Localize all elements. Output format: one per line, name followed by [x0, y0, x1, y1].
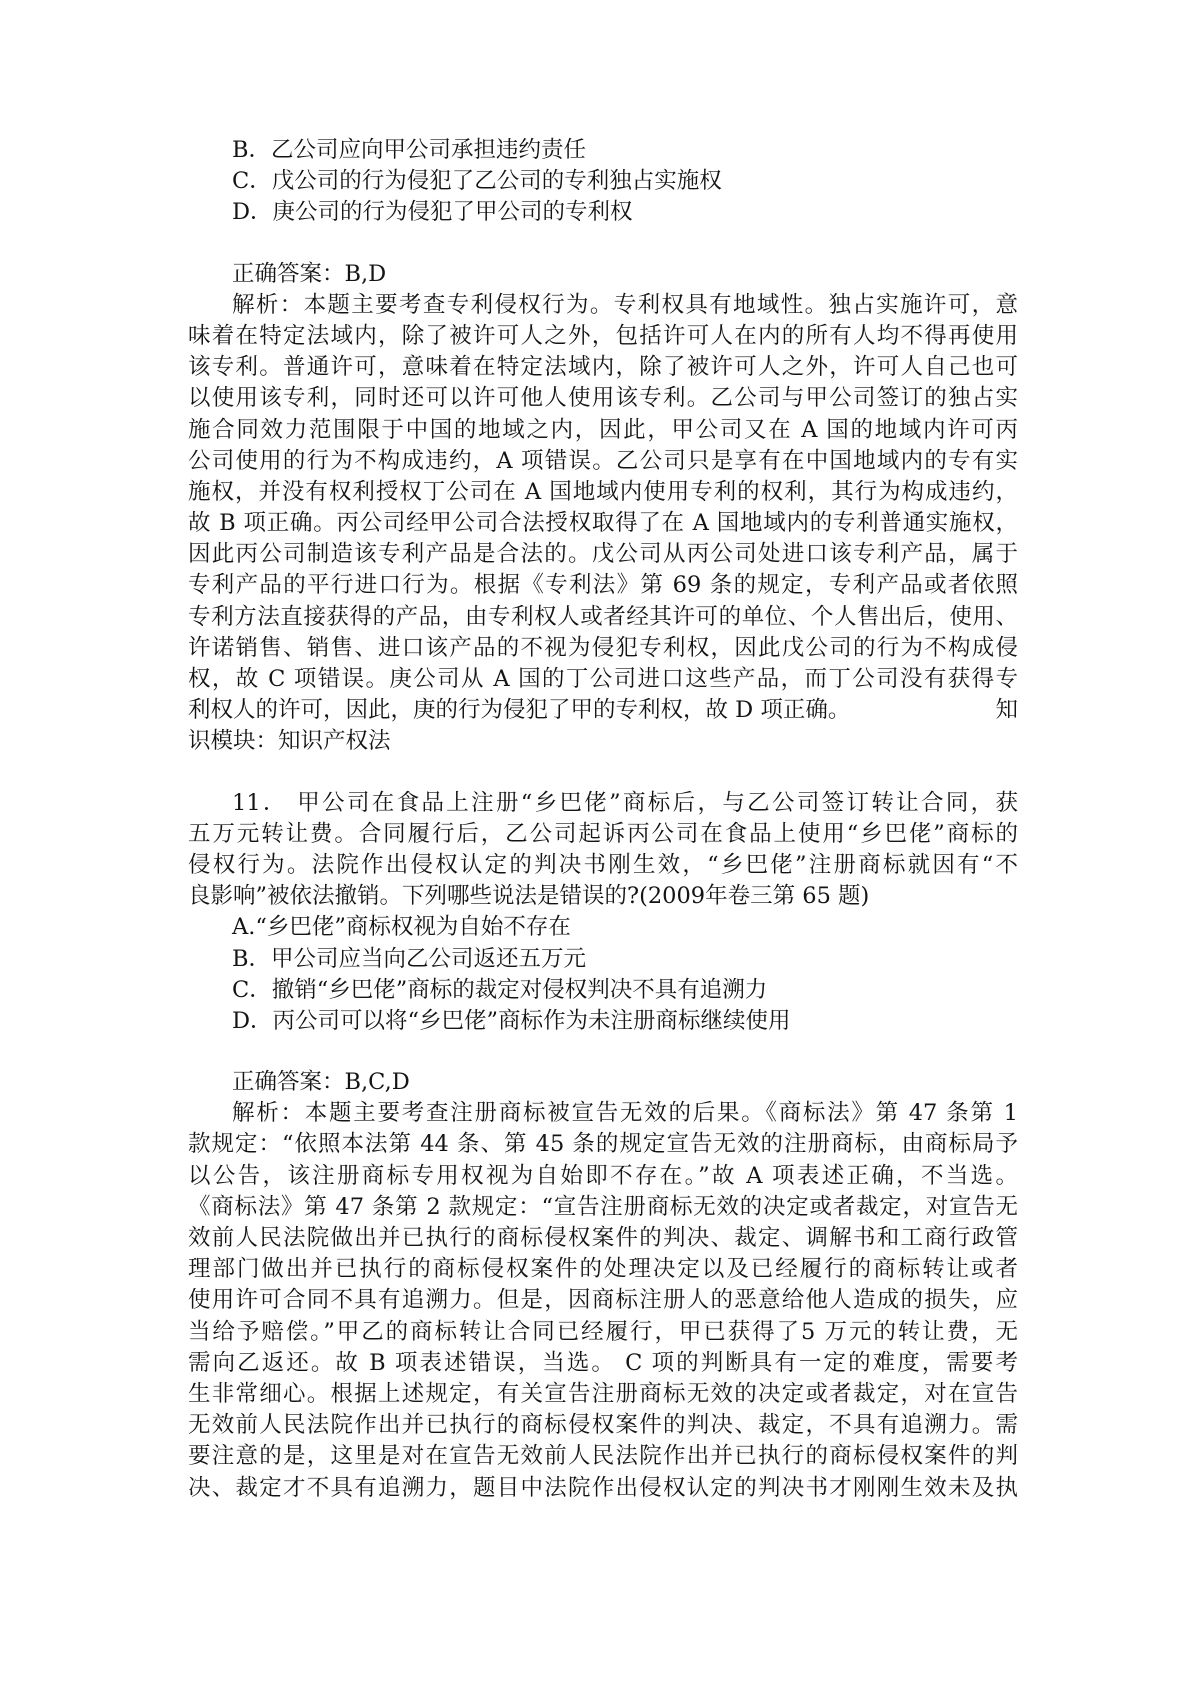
- analysis-line: 施权，并没有权利授权丁公司在 A 国地域内使用专利的权利，其行为构成违约，: [188, 478, 1018, 505]
- option-d: D．庚公司的行为侵犯了甲公司的专利权: [232, 199, 633, 226]
- q11-answer: 正确答案：B,C,D: [232, 1069, 410, 1096]
- analysis-line: [188, 695, 1018, 726]
- analysis-line: 施合同效力范围限于中国的地域之内，因此，甲公司又在 A 国的地域内许可丙: [188, 416, 1018, 443]
- analysis-line: 当给予赔偿。”甲乙的商标转让合同已经履行，甲已获得了5 万元的转让费，无: [188, 1318, 1018, 1345]
- option-a: A.“乡巴佬”商标权视为自始不存在: [232, 914, 571, 941]
- option-c: C．戊公司的行为侵犯了乙公司的专利独占实施权: [232, 168, 722, 195]
- q10-analysis: [188, 290, 1018, 758]
- analysis-line: 味着在特定法域内，除了被许可人之外，包括许可人在内的所有人均不得再使用: [188, 322, 1018, 349]
- analysis-line: 专利产品的平行进口行为。根据《专利法》第 69 条的规定，专利产品或者依照: [188, 572, 1018, 599]
- analysis-line: 故 B 项正确。丙公司经甲公司合法授权取得了在 A 国地域内的专利普通实施权，: [188, 510, 1018, 537]
- q11-options: [188, 912, 1018, 1037]
- analysis-line: 权，故 C 项错误。庚公司从 A 国的丁公司进口这些产品，而丁公司没有获得专: [188, 666, 1018, 692]
- question-stem-line: 良影响”被依法撤销。下列哪些说法是错误的?(2009年卷三第 65 题): [188, 883, 870, 910]
- q10-answer: 正确答案：B,D: [232, 260, 387, 287]
- analysis-line: 《商标法》第 47 条第 2 款规定：“宣告注册商标无效的决定或者裁定，对宣告无: [188, 1193, 1018, 1220]
- analysis-line: 该专利。普通许可，意味着在特定法域内，除了被许可人之外，许可人自己也可: [188, 354, 1018, 381]
- analysis-line: 公司使用的行为不构成违约，A 项错误。乙公司只是享有在中国地域内的专有实: [188, 447, 1018, 474]
- analysis-line: 需向乙返还。故 B 项表述错误，当选。 C 项的判断具有一定的难度，需要考: [188, 1349, 1018, 1376]
- document-page: [188, 135, 1018, 1504]
- option-b: B．甲公司应当向乙公司返还五万元: [232, 945, 587, 972]
- analysis-line: 款规定：“依照本法第 44 条、第 45 条的规定宣告无效的注册商标，由商标局予: [188, 1131, 1018, 1158]
- analysis-line-text: 利权人的许可，因此，庚的行为侵犯了甲的专利权，故 D 项正确。: [188, 697, 851, 724]
- analysis-line: 专利方法直接获得的产品，由专利权人或者经其许可的单位、个人售出后，使用、: [188, 603, 1018, 630]
- q10-options: [188, 135, 1018, 229]
- q11-stem: [188, 788, 1018, 913]
- analysis-line: 决、裁定才不具有追溯力，题目中法院作出侵权认定的判决书才刚刚生效未及执: [188, 1474, 1018, 1501]
- question-stem-line: 五万元转让费。合同履行后，乙公司起诉丙公司在食品上使用“乡巴佬”商标的: [188, 820, 1018, 847]
- option-b: B．乙公司应向甲公司承担违约责任: [232, 137, 587, 163]
- analysis-line: 解析：本题主要考查注册商标被宣告无效的后果。《商标法》第 47 条第 1: [232, 1100, 1018, 1127]
- analysis-line: 无效前人民法院作出并已执行的商标侵权案件的判决、裁定，不具有追溯力。需: [188, 1412, 1018, 1439]
- analysis-line: 因此丙公司制造该专利产品是合法的。戊公司从丙公司处进口该专利产品，属于: [188, 541, 1018, 568]
- analysis-line: 理部门做出并已执行的商标侵权案件的处理决定以及已经履行的商标转让或者: [188, 1256, 1018, 1283]
- analysis-line: 识模块：知识产权法: [188, 728, 391, 755]
- question-stem-line: 11． 甲公司在食品上注册“乡巴佬”商标后，与乙公司签订转让合同，获: [232, 789, 1018, 816]
- analysis-line: 解析：本题主要考查专利侵权行为。专利权具有地域性。独占实施许可，意: [232, 291, 1018, 318]
- q11-analysis: [188, 1098, 1018, 1503]
- analysis-line: 以公告，该注册商标专用权视为自始即不存在。”故 A 项表述正确，不当选。: [188, 1162, 1018, 1189]
- analysis-line: 许诺销售、销售、进口该产品的不视为侵犯专利权，因此戊公司的行为不构成侵: [188, 634, 1018, 661]
- analysis-line-tail: 知: [995, 697, 1018, 724]
- analysis-line: 使用许可合同不具有追溯力。但是，因商标注册人的恶意给他人造成的损失，应: [188, 1287, 1018, 1314]
- question-stem-line: 侵权行为。法院作出侵权认定的判决书刚生效，“乡巴佬”注册商标就因有“不: [188, 851, 1018, 878]
- option-d: D．丙公司可以将“乡巴佬”商标作为未注册商标继续使用: [232, 1007, 791, 1034]
- analysis-line: 以使用该专利，同时还可以许可他人使用该专利。乙公司与甲公司签订的独占实: [188, 385, 1018, 412]
- analysis-line: 效前人民法院做出并已执行的商标侵权案件的判决、裁定、调解书和工商行政管: [188, 1225, 1018, 1251]
- analysis-line: 要注意的是，这里是对在宣告无效前人民法院作出并已执行的商标侵权案件的判: [188, 1443, 1018, 1470]
- option-c: C．撤销“乡巴佬”商标的裁定对侵权判决不具有追溯力: [232, 976, 768, 1003]
- analysis-line: 生非常细心。根据上述规定，有关宣告注册商标无效的决定或者裁定，对在宣告: [188, 1380, 1018, 1407]
